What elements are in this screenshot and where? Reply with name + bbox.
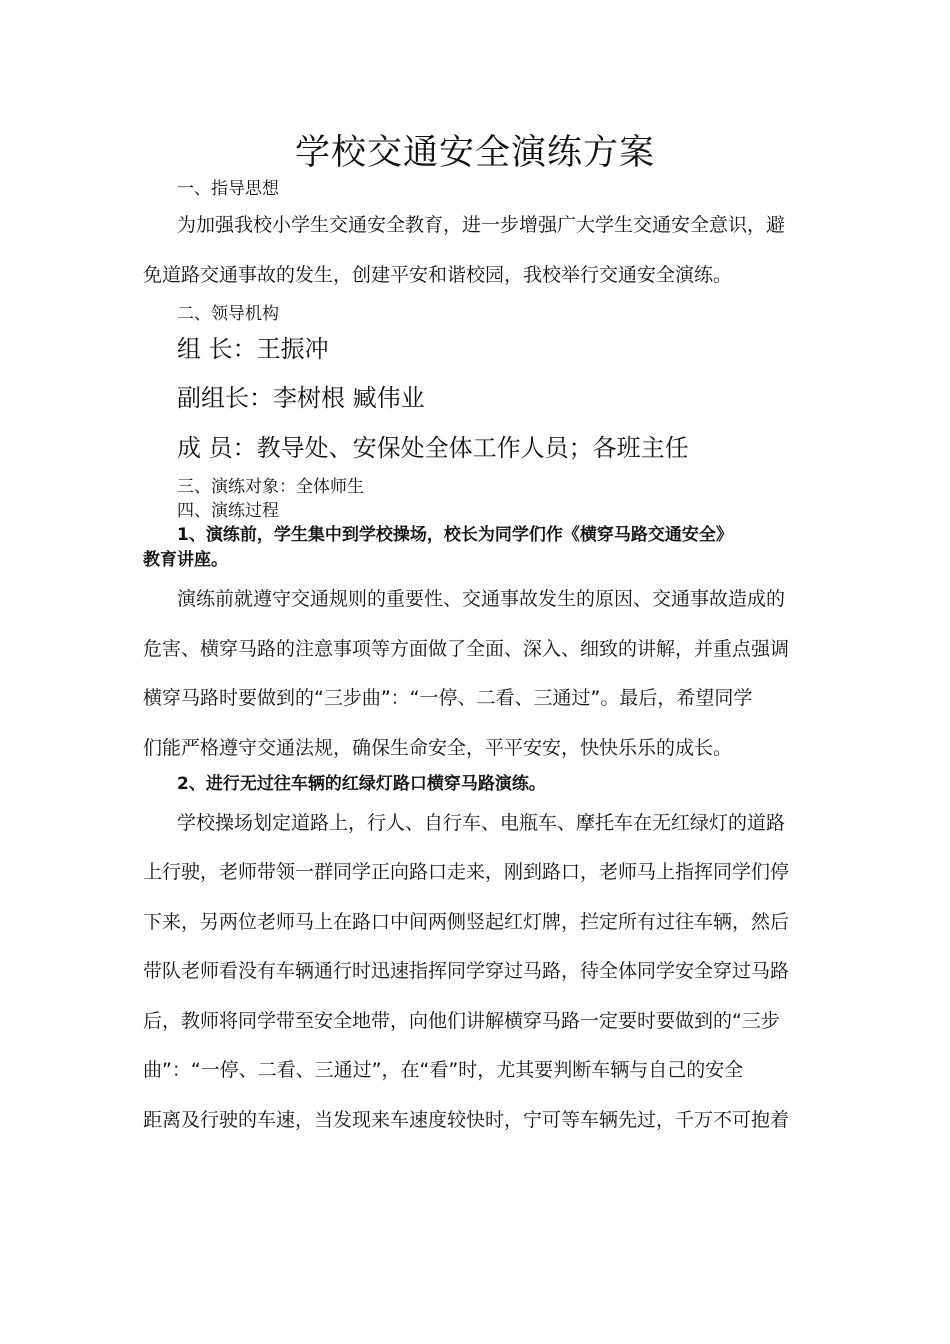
section-heading-drill-target: 三、演练对象：全体师生 <box>177 477 364 497</box>
step1-heading-continued: 教育讲座。 <box>143 550 228 570</box>
section-heading-leadership: 二、领导机构 <box>177 304 279 324</box>
paragraph-line: 下来，另两位老师马上在路口中间两侧竖起红灯牌，拦定所有过往车辆，然后 <box>143 911 790 933</box>
group-leader: 组 长：王振冲 <box>177 335 329 363</box>
group-members: 成 员：教导处、安保处全体工作人员；各班主任 <box>177 434 689 462</box>
paragraph-line: 免道路交通事故的发生，创建平安和谐校园，我校举行交通安全演练。 <box>143 264 733 286</box>
paragraph-line: 学校操场划定道路上，行人、自行车、电瓶车、摩托车在无红绿灯的道路 <box>177 812 786 834</box>
paragraph-line: 距离及行驶的车速，当发现来车速度较快时，宁可等车辆先过，千万不可抱着 <box>143 1109 790 1131</box>
document-title: 学校交通安全演练方案 <box>294 133 655 173</box>
step2-heading: 2、进行无过往车辆的红绿灯路口横穿马路演练。 <box>177 774 546 794</box>
section-heading-drill-process: 四、演练过程 <box>177 501 279 521</box>
paragraph-line: 带队老师看没有车辆通行时迅速指挥同学穿过马路，待全体同学安全穿过马路 <box>143 960 790 982</box>
paragraph-line: 横穿马路时要做到的“三步曲”：“一停、二看、三通过”。最后，希望同学 <box>143 687 753 709</box>
step1-heading: 1、演练前，学生集中到学校操场，校长为同学们作《横穿马路交通安全》 <box>177 525 733 545</box>
paragraph-line: 后，教师将同学带至安全地带，向他们讲解横穿马路一定要时要做到的“三步 <box>143 1010 780 1032</box>
section-heading-guiding-thought: 一、指导思想 <box>177 179 279 199</box>
paragraph-line: 们能严格遵守交通法规，确保生命安全，平平安安，快快乐乐的成长。 <box>143 737 733 759</box>
paragraph-line: 曲”：“一停、二看、三通过”，在“看”时，尤其要判断车辆与自己的安全 <box>143 1059 744 1081</box>
deputy-leaders: 副组长：李树根 臧伟业 <box>177 384 425 412</box>
paragraph-line: 为加强我校小学生交通安全教育，进一步增强广大学生交通安全意识，避 <box>177 214 786 236</box>
paragraph-line: 演练前就遵守交通规则的重要性、交通事故发生的原因、交通事故造成的 <box>177 588 786 610</box>
paragraph-line: 上行驶，老师带领一群同学正向路口走来，刚到路口，老师马上指挥同学们停 <box>143 861 790 883</box>
paragraph-line: 危害、横穿马路的注意事项等方面做了全面、深入、细致的讲解，并重点强调 <box>143 638 790 660</box>
